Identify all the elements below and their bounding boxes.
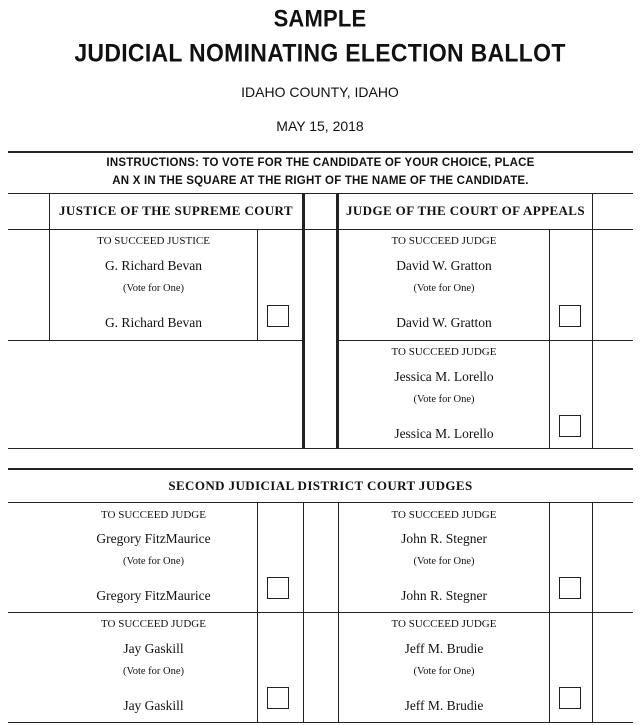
vote-checkbox-fitzmaurice[interactable] — [267, 577, 289, 599]
supreme-court-heading: JUSTICE OF THE SUPREME COURT — [59, 203, 293, 218]
district-bottom-border — [8, 722, 633, 723]
vote-checkbox-stegner[interactable] — [559, 577, 581, 599]
district-heading-divider — [8, 502, 633, 503]
race-succeed-name: G. Richard Bevan — [104, 258, 203, 273]
district-top-border — [8, 468, 633, 470]
instructions-line-2: AN X IN THE SQUARE AT THE RIGHT OF THE NAME OF THE CANDIDATE. — [112, 175, 529, 187]
race-succeed-name: David W. Gratton — [396, 258, 492, 273]
vote-for-one: (Vote for One) — [413, 394, 475, 405]
vote-checkbox-lorello[interactable] — [559, 415, 581, 437]
appeals-court-heading: JUDGE OF THE COURT OF APPEALS — [345, 203, 586, 218]
county-label: IDAHO COUNTY, IDAHO — [241, 84, 399, 100]
district-right-border — [592, 502, 593, 723]
appeals-race-divider — [339, 340, 633, 341]
race-label: TO SUCCEED JUDGE — [391, 509, 497, 521]
supreme-race-bottom — [8, 340, 304, 341]
race-succeed-name: Jeff M. Brudie — [404, 641, 484, 656]
upper-section-bottom — [8, 448, 633, 449]
vote-for-one: (Vote for One) — [122, 666, 185, 677]
candidate-name: Jay Gaskill — [123, 698, 184, 713]
candidate-name: David W. Gratton — [396, 315, 492, 330]
race-succeed-name: Gregory FitzMaurice — [96, 531, 211, 546]
race-succeed-name: Jessica M. Lorello — [394, 369, 494, 384]
district-gutter-left — [303, 502, 304, 723]
center-divider-left — [302, 193, 305, 449]
race-label: TO SUCCEED JUDGE — [391, 618, 497, 630]
vote-for-one: (Vote for One) — [122, 283, 185, 294]
candidate-name: G. Richard Bevan — [104, 315, 203, 330]
race-label: TO SUCCEED JUDGE — [101, 509, 206, 521]
vote-for-one: (Vote for One) — [413, 283, 475, 294]
race-label: TO SUCCEED JUDGE — [391, 346, 497, 358]
vote-checkbox-brudie[interactable] — [559, 687, 581, 709]
instructions-line-1: INSTRUCTIONS: TO VOTE FOR THE CANDIDATE OF YOUR CHOICE, PLACE — [106, 157, 535, 169]
vote-checkbox-bevan[interactable] — [267, 305, 289, 327]
race-label: TO SUCCEED JUDGE — [101, 618, 206, 630]
vote-for-one: (Vote for One) — [413, 556, 475, 567]
instructions-bottom-border — [8, 193, 633, 194]
vote-for-one: (Vote for One) — [122, 556, 185, 567]
district-box-column-border-left — [257, 502, 258, 723]
district-box-column-border-right — [549, 502, 550, 723]
election-date: MAY 15, 2018 — [276, 118, 364, 134]
supreme-box-column-border — [257, 229, 258, 341]
candidate-name: Jessica M. Lorello — [394, 426, 494, 441]
race-label: TO SUCCEED JUSTICE — [97, 235, 210, 247]
appeals-right-border — [592, 193, 593, 449]
district-court-heading: SECOND JUDICIAL DISTRICT COURT JUDGES — [168, 478, 473, 493]
candidate-name: Gregory FitzMaurice — [96, 588, 211, 603]
candidate-name: Jeff M. Brudie — [404, 698, 484, 713]
district-row-divider — [8, 612, 633, 613]
race-succeed-name: John R. Stegner — [401, 531, 487, 546]
instructions-top-border — [8, 151, 633, 153]
race-succeed-name: Jay Gaskill — [123, 641, 184, 656]
section-header-divider — [8, 229, 633, 230]
vote-for-one: (Vote for One) — [413, 666, 475, 677]
appeals-box-column-border — [549, 229, 550, 449]
ballot-title: JUDICIAL NOMINATING ELECTION BALLOT — [74, 38, 566, 67]
race-label: TO SUCCEED JUDGE — [391, 235, 497, 247]
candidate-name: John R. Stegner — [401, 588, 487, 603]
vote-checkbox-gaskill[interactable] — [267, 687, 289, 709]
ballot-sample-title: SAMPLE — [273, 4, 367, 32]
vote-checkbox-gratton[interactable] — [559, 305, 581, 327]
